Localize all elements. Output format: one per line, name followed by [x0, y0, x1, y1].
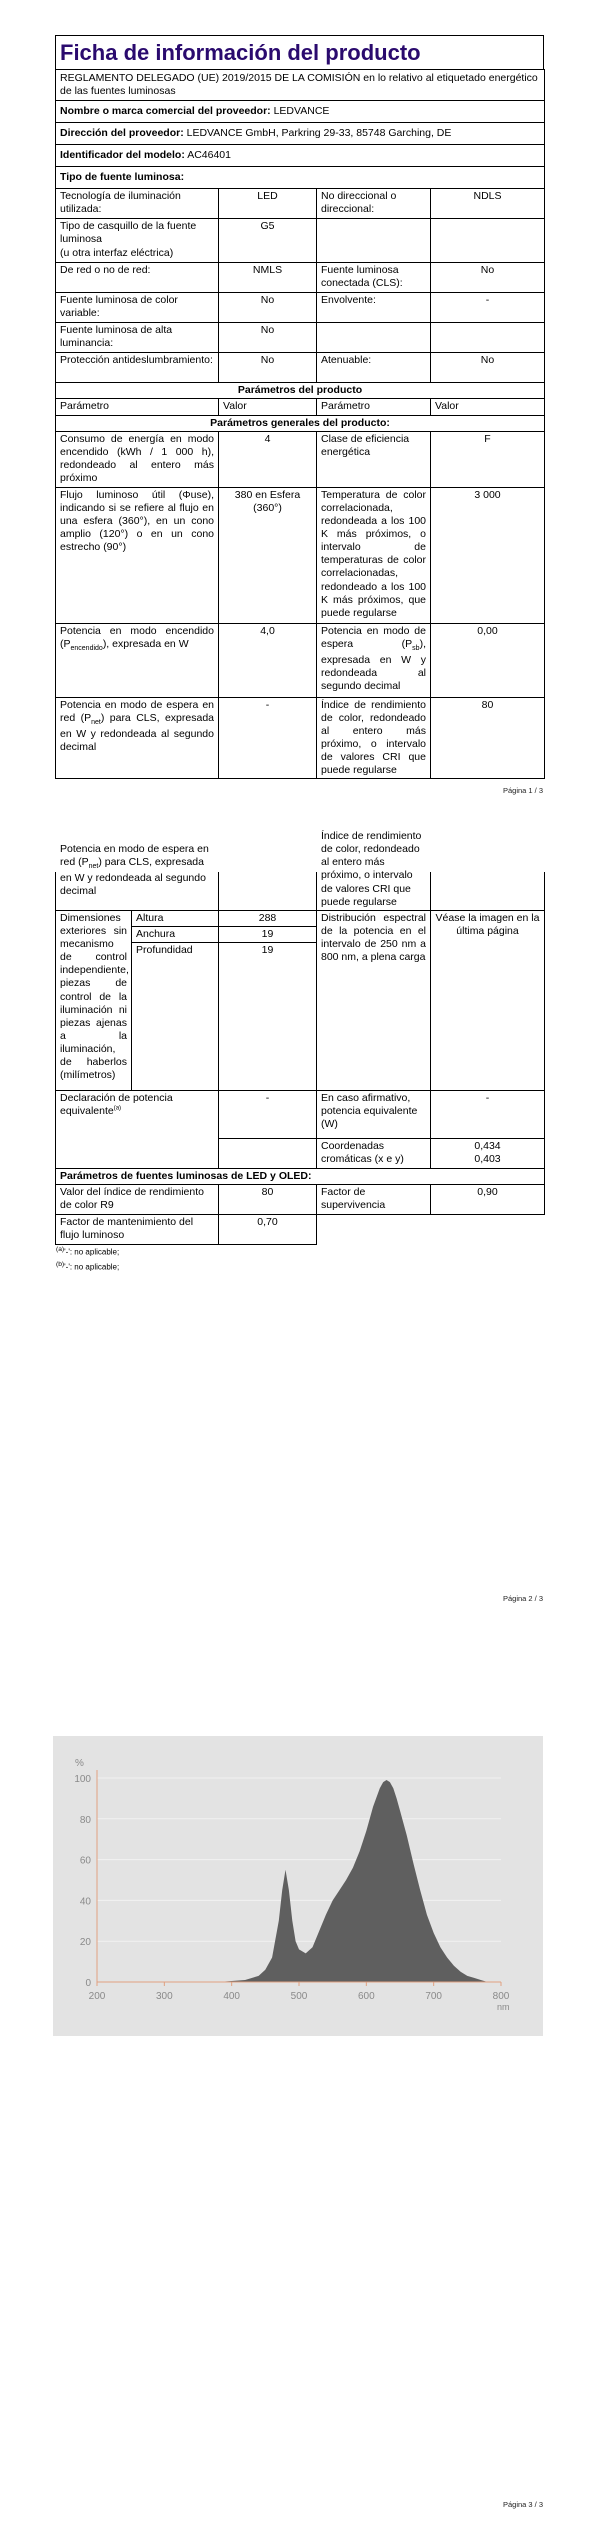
empty-cell [317, 1215, 431, 1245]
empty-cell [431, 872, 545, 910]
row-label: Tecnología de iluminación utilizada: [56, 189, 219, 219]
table-row [56, 431, 545, 487]
empty-cell [219, 1139, 317, 1169]
y-tick-label: 100 [74, 1774, 91, 1785]
column-header: Parámetro [317, 399, 431, 415]
table-row [56, 910, 545, 926]
led-params-heading: Parámetros de fuentes luminosas de LED y OLED: [56, 1169, 545, 1185]
column-header: Parámetro [56, 399, 219, 415]
empty-cell [431, 1215, 545, 1245]
color-temperature-value: 3 000 [431, 487, 545, 623]
standby-power-label [317, 623, 431, 697]
supplier-address-value: LEDVANCE GmbH, Parkring 29-33, 85748 Garching, DE [186, 126, 452, 139]
standby-power-text: Potencia en modo de espera (P [321, 624, 426, 650]
depth-value: 19 [219, 943, 317, 1091]
x-tick-label: 500 [290, 1991, 308, 2002]
row-value: No [219, 293, 317, 323]
y-axis-label: % [75, 1758, 84, 1769]
color-temperature-label: Temperatura de color correlacionada, redondeada a los 100 K más próximos, o intervalo de temperaturas de color correlacionadas, redondeado a los 100 K más próximos, que puede regularse [317, 487, 431, 623]
page-3 [0, 1700, 595, 2526]
column-header-row [56, 399, 545, 415]
row-label: De red o no de red: [56, 263, 219, 293]
depth-label: Profundidad [132, 943, 219, 1091]
table-row [56, 219, 545, 263]
supplier-name-value: LEDVANCE [273, 104, 330, 117]
r9-value: 80 [219, 1185, 317, 1215]
row-value [431, 219, 545, 263]
network-standby-continued [56, 843, 219, 910]
product-params-table-continued [55, 830, 545, 1245]
table-row [56, 872, 545, 910]
on-mode-power-value: 4,0 [219, 623, 317, 697]
y-tick-label: 0 [85, 1978, 91, 1989]
supplier-address-label: Dirección del proveedor: [60, 126, 184, 139]
cri-continued [317, 830, 431, 910]
table-row [56, 353, 545, 383]
model-id-value: AC46401 [187, 149, 231, 161]
network-standby-text: ) para CLS, expresada en W y redondeada al segundo decimal [60, 856, 206, 898]
row-label: Fuente luminosa conectada (CLS): [317, 263, 431, 293]
equivalent-power-label [56, 1091, 219, 1169]
x-tick-label: 400 [223, 1991, 241, 2002]
r9-label: Valor del índice de rendimiento de color R9 [56, 1185, 219, 1215]
source-type-heading: Tipo de fuente luminosa: [56, 167, 545, 189]
height-label: Altura [132, 910, 219, 926]
footnote [56, 1245, 544, 1259]
table-row [56, 263, 545, 293]
row-value: No [431, 263, 545, 293]
row-value: G5 [219, 219, 317, 263]
spectral-chart [53, 1736, 543, 2036]
row-value: NDLS [431, 189, 545, 219]
y-tick-label: 40 [79, 1896, 91, 1908]
table-row [56, 623, 545, 697]
network-standby-text: Potencia en modo de espera en red (P [60, 843, 209, 869]
efficiency-class-value: F [431, 431, 545, 487]
standby-power-text: ), expresada en W y redondeada al segundo decimal [321, 637, 426, 692]
chromaticity-x: 0,434 [474, 1140, 501, 1152]
row-label: Atenuable: [317, 353, 431, 383]
supplier-name-label: Nombre o marca comercial del proveedor: [60, 104, 271, 117]
supplier-address-row [56, 122, 545, 144]
spectrum-area [218, 1780, 487, 1982]
on-mode-power-text: Potencia en modo encendido (P [60, 624, 214, 650]
equivalent-power-value: - [219, 1091, 317, 1139]
survival-factor-value: 0,90 [431, 1185, 545, 1215]
row-label [56, 219, 219, 263]
spectral-chart-svg [53, 1736, 543, 2036]
footnote-text: '-': no aplicable; [64, 1262, 120, 1272]
chromaticity-value [431, 1139, 545, 1169]
row-value: - [431, 293, 545, 323]
row-label [317, 219, 431, 263]
page-number: Página 2 / 3 [502, 1594, 543, 1603]
width-value: 19 [219, 926, 317, 942]
footnote-marker: (a) [56, 1246, 65, 1254]
table-row [56, 293, 545, 323]
height-value: 288 [219, 910, 317, 926]
row-value: No [219, 323, 317, 353]
supplier-name-row [56, 100, 545, 122]
empty-cell [219, 872, 317, 910]
footnote [56, 1260, 544, 1274]
row-value: No [431, 353, 545, 383]
row-label: Fuente luminosa de alta luminancia: [56, 323, 219, 353]
column-header: Valor [219, 399, 317, 415]
row-label: Envolvente: [317, 293, 431, 323]
equivalent-power-text: Declaración de potencia equivalente [60, 1092, 173, 1118]
row-label-line: Tipo de casquillo de la fuente luminosa [60, 220, 197, 246]
product-sheet [55, 35, 544, 779]
chromaticity-label: Coordenadas cromáticas (x e y) [317, 1139, 431, 1169]
row-value: NMLS [219, 263, 317, 293]
page-1 [0, 0, 595, 804]
x-tick-label: 700 [425, 1991, 443, 2002]
footnotes [55, 1245, 544, 1274]
efficiency-class-label: Clase de eficiencia energética [317, 431, 431, 487]
footnote-marker: (a) [113, 1105, 122, 1112]
x-tick-label: 800 [492, 1991, 510, 2002]
row-value: No [219, 353, 317, 383]
product-sheet-continued [55, 830, 544, 1274]
equivalent-watts-label: En caso afirmativo, potencia equivalente (W) [317, 1091, 431, 1139]
chromaticity-y: 0,403 [474, 1153, 501, 1166]
x-tick-label: 600 [357, 1991, 375, 2002]
network-standby-text-continued [60, 843, 214, 898]
footnote-text: '-': no aplicable; [64, 1247, 120, 1257]
page-2 [0, 830, 595, 1666]
spectral-distribution-value: Véase la imagen en la última página [431, 910, 545, 1090]
regulation-text: REGLAMENTO DELEGADO (UE) 2019/2015 DE LA COMISIÓN en lo relativo al etiquetado energético de las fuentes luminosas [56, 69, 545, 100]
network-standby-text: ) para CLS, expresada en W y redondeada al segundo decimal [60, 711, 214, 753]
table-row [56, 189, 545, 219]
cri-value: 80 [431, 697, 545, 779]
survival-factor-label: Factor de supervivencia [317, 1185, 431, 1215]
flux-maintenance-label: Factor de mantenimiento del flujo luminoso [56, 1215, 219, 1245]
x-tick-label: 300 [155, 1991, 173, 2002]
row-value: LED [219, 189, 317, 219]
standby-power-value: 0,00 [431, 623, 545, 697]
page-title: Ficha de información del producto [55, 35, 544, 69]
network-standby-text: Potencia en modo de espera en red (P [60, 698, 214, 724]
network-standby-value: - [219, 697, 317, 779]
cri-text-continued: Índice de rendimiento de color, redondeado al entero más próximo, o intervalo de valores CRI que puede regularse [321, 830, 422, 908]
luminous-flux-value: 380 en Esfera (360°) [219, 487, 317, 623]
table-row [56, 1091, 545, 1139]
on-mode-power-label [56, 623, 219, 697]
row-value [431, 323, 545, 353]
spectral-distribution-label: Distribución espectral de la potencia en el intervalo de 250 nm a 800 nm, a plena carga [317, 910, 431, 1090]
row-label: Protección antideslumbramiento: [56, 353, 219, 383]
standby-power-subscript: sb [412, 644, 420, 652]
x-tick-label: 200 [88, 1991, 106, 2002]
footnote-marker: (b) [56, 1260, 65, 1268]
x-axis-label: nm [497, 2002, 510, 2012]
equivalent-watts-value: - [431, 1091, 545, 1139]
dimensions-label: Dimensiones exteriores sin mecanismo de control independiente, piezas de control de la iluminación ni piezas ajenas a la iluminación, de haberlos (milímetros) [56, 910, 132, 1090]
column-header: Valor [431, 399, 545, 415]
y-tick-label: 60 [79, 1855, 91, 1867]
model-id-row [56, 145, 545, 167]
row-label [317, 323, 431, 353]
network-standby-subscript: net [88, 863, 99, 871]
flux-maintenance-value: 0,70 [219, 1215, 317, 1245]
cri-label: Índice de rendimiento de color, redondeado al entero más próximo, o intervalo de valores CRI que puede regularse [317, 697, 431, 779]
model-id-label: Identificador del modelo: [60, 149, 185, 161]
row-label: Fuente luminosa de color variable: [56, 293, 219, 323]
table-row [56, 1215, 545, 1245]
row-label-line: (u otra interfaz eléctrica) [60, 246, 174, 259]
table-row [56, 323, 545, 353]
energy-consumption-value: 4 [219, 431, 317, 487]
network-standby-subscript: net [91, 718, 101, 726]
y-tick-label: 20 [79, 1937, 91, 1949]
on-mode-power-text: ), expresada en W [102, 637, 189, 650]
table-row [56, 487, 545, 623]
table-row [56, 697, 545, 779]
row-label: No direccional o direccional: [317, 189, 431, 219]
width-label: Anchura [132, 926, 219, 942]
product-params-heading: Parámetros del producto [56, 383, 545, 399]
table-row [56, 1185, 545, 1215]
page-number: Página 1 / 3 [502, 786, 543, 795]
product-info-table [55, 69, 545, 780]
luminous-flux-label: Flujo luminoso útil (Φuse), indicando si se refiere al flujo en una esfera (360°), en un cono amplio (120°) o en un cono estrecho (90°) [56, 487, 219, 623]
network-standby-label [56, 697, 219, 779]
page-number: Página 3 / 3 [502, 2500, 543, 2509]
on-mode-power-subscript: encendido [70, 644, 103, 652]
energy-consumption-label: Consumo de energía en modo encendido (kWh / 1 000 h), redondeado al entero más próximo [56, 431, 219, 487]
general-params-heading: Parámetros generales del producto: [56, 415, 545, 431]
y-tick-label: 80 [79, 1814, 91, 1826]
